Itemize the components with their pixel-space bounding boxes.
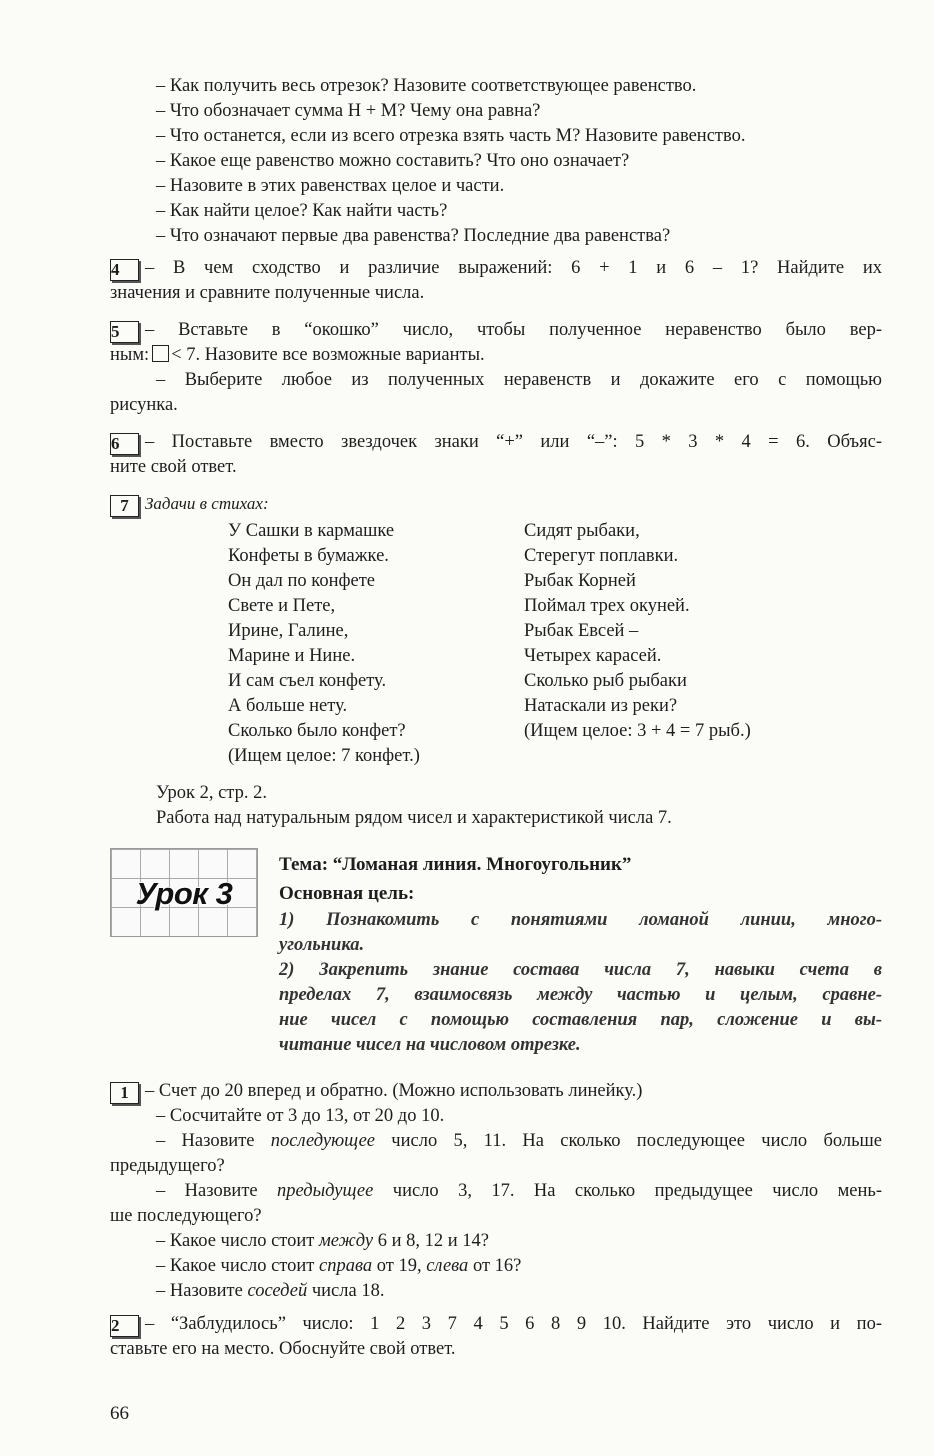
task-text: – Назовите соседей числа 18. <box>156 1281 385 1301</box>
task-text: – Вставьте в “окошко” число, чтобы полученное неравенство было вер- <box>145 320 882 340</box>
goal-line: угольника. <box>279 935 365 955</box>
task-text: значения и сравните полученные числа. <box>110 283 425 303</box>
question-list <box>110 74 882 249</box>
task-text: – Счет до 20 вперед и обратно. (Можно использовать линейку.) <box>145 1081 643 1101</box>
poem-line: Стерегут поплавки. <box>524 546 679 566</box>
poem-line: А больше нету. <box>228 696 348 716</box>
poem-line: Сидят рыбаки, <box>524 521 640 541</box>
question-line: – Как получить весь отрезок? Назовите соответствующее равенство. <box>156 76 697 96</box>
task-2 <box>110 1312 882 1362</box>
poem-line: Рыбак Евсей – <box>524 621 639 641</box>
task-text: рисунка. <box>110 395 178 415</box>
poem-line: Ирине, Галине, <box>228 621 349 641</box>
page-content <box>110 74 882 1362</box>
poem-line: Марине и Нине. <box>228 646 356 666</box>
task-text: – Поставьте вместо звездочек знаки “+” или “–”: 5 * 3 * 4 = 6. Объяс- <box>145 432 882 452</box>
lesson2-note <box>110 781 882 831</box>
poem-line: Конфеты в бумажке. <box>228 546 389 566</box>
task-text: – Какое число стоит справа от 19, слева от 16? <box>156 1256 522 1276</box>
poem-line: Сколько было конфет? <box>228 721 406 741</box>
poem-line: Натаскали из реки? <box>524 696 678 716</box>
lesson3-header <box>110 846 882 1058</box>
task-text: – Выберите любое из полученных неравенств и докажите его с помощью <box>156 370 882 390</box>
task-text: ше последующего? <box>110 1206 262 1226</box>
task-number: 6 <box>110 433 139 455</box>
poem-line: Поймал трех окуней. <box>524 596 690 616</box>
goal-line: 2) Закрепить знание состава числа 7, навыки счета в <box>279 960 882 980</box>
task-5 <box>110 318 882 418</box>
poem-line: Четырех карасей. <box>524 646 662 666</box>
task-1 <box>110 1079 882 1304</box>
task-6 <box>110 430 882 480</box>
task-text: ните свой ответ. <box>110 457 237 477</box>
task-text: – Сосчитайте от 3 до 13, от 20 до 10. <box>156 1106 445 1126</box>
task-number: 7 <box>110 495 139 517</box>
poems <box>228 519 882 769</box>
task-number: 1 <box>110 1082 139 1104</box>
task-text: ным: <box>110 345 150 365</box>
empty-box <box>152 345 169 362</box>
poem-line: Рыбак Корней <box>524 571 636 591</box>
goal-line: ние чисел с помощью составления пар, сложение и вы- <box>279 1010 882 1030</box>
task-number: 5 <box>110 321 139 343</box>
lesson-badge <box>110 848 258 937</box>
goal-line: читание чисел на числовом отрезке. <box>279 1035 581 1055</box>
goal-line: 1) Познакомить с понятиями ломаной линии, много- <box>279 910 882 930</box>
question-line: – Что означают первые два равенства? Последние два равенства? <box>156 226 671 246</box>
task-7 <box>110 491 882 769</box>
note-line: Урок 2, стр. 2. <box>156 783 267 803</box>
question-line: – Какое еще равенство можно составить? Что оно означает? <box>156 151 630 171</box>
question-line: – Назовите в этих равенствах целое и части. <box>156 176 505 196</box>
page-number: 66 <box>110 1403 129 1424</box>
goal-line: пределах 7, взаимосвязь между частью и целым, сравне- <box>279 985 882 1005</box>
task-text: – Назовите последующее число 5, 11. На сколько последующее число больше <box>156 1131 882 1151</box>
poem-line: Свете и Пете, <box>228 596 336 616</box>
task-text: – Назовите предыдущее число 3, 17. На сколько предыдущее число мень- <box>156 1181 883 1201</box>
poem-line: И сам съел конфету. <box>228 671 387 691</box>
poem-line: Он дал по конфете <box>228 571 375 591</box>
poem-line: (Ищем целое: 7 конфет.) <box>228 746 420 766</box>
note-line: Работа над натуральным рядом чисел и характеристикой числа 7. <box>156 808 672 828</box>
lesson-info <box>279 846 882 1058</box>
task-number: 2 <box>110 1315 139 1337</box>
poem-right <box>524 519 820 769</box>
poem-line: (Ищем целое: 3 + 4 = 7 рыб.) <box>524 721 751 741</box>
task-text: предыдущего? <box>110 1156 225 1176</box>
question-line: – Что останется, если из всего отрезка взять часть М? Назовите равенство. <box>156 126 746 146</box>
lesson-theme: Тема: “Ломаная линия. Многоугольник” <box>279 854 632 875</box>
task-text: < 7. Назовите все возможные варианты. <box>171 345 485 365</box>
task-text: – В чем сходство и различие выражений: 6 + 1 и 6 – 1? Найдите их <box>145 258 882 278</box>
task-number: 4 <box>110 259 139 281</box>
task-4 <box>110 256 882 306</box>
task-text: ставьте его на место. Обоснуйте свой ответ. <box>110 1339 456 1359</box>
task-text: – “Заблудилось” число: 1 2 3 7 4 5 6 8 9 10. Найдите это число и по- <box>145 1314 882 1334</box>
question-line: – Что обозначает сумма Н + М? Чему она равна? <box>156 101 541 121</box>
question-line: – Как найти целое? Как найти часть? <box>156 201 448 221</box>
poem-line: Сколько рыб рыбаки <box>524 671 687 691</box>
poem-line: У Сашки в кармашке <box>228 521 395 541</box>
lesson-badge-label: Урок 3 <box>135 876 233 911</box>
poem-left <box>228 519 524 769</box>
task-heading: Задачи в стихах: <box>145 494 269 513</box>
task-text: – Какое число стоит между 6 и 8, 12 и 14? <box>156 1231 489 1251</box>
goal-title: Основная цель: <box>279 883 415 904</box>
